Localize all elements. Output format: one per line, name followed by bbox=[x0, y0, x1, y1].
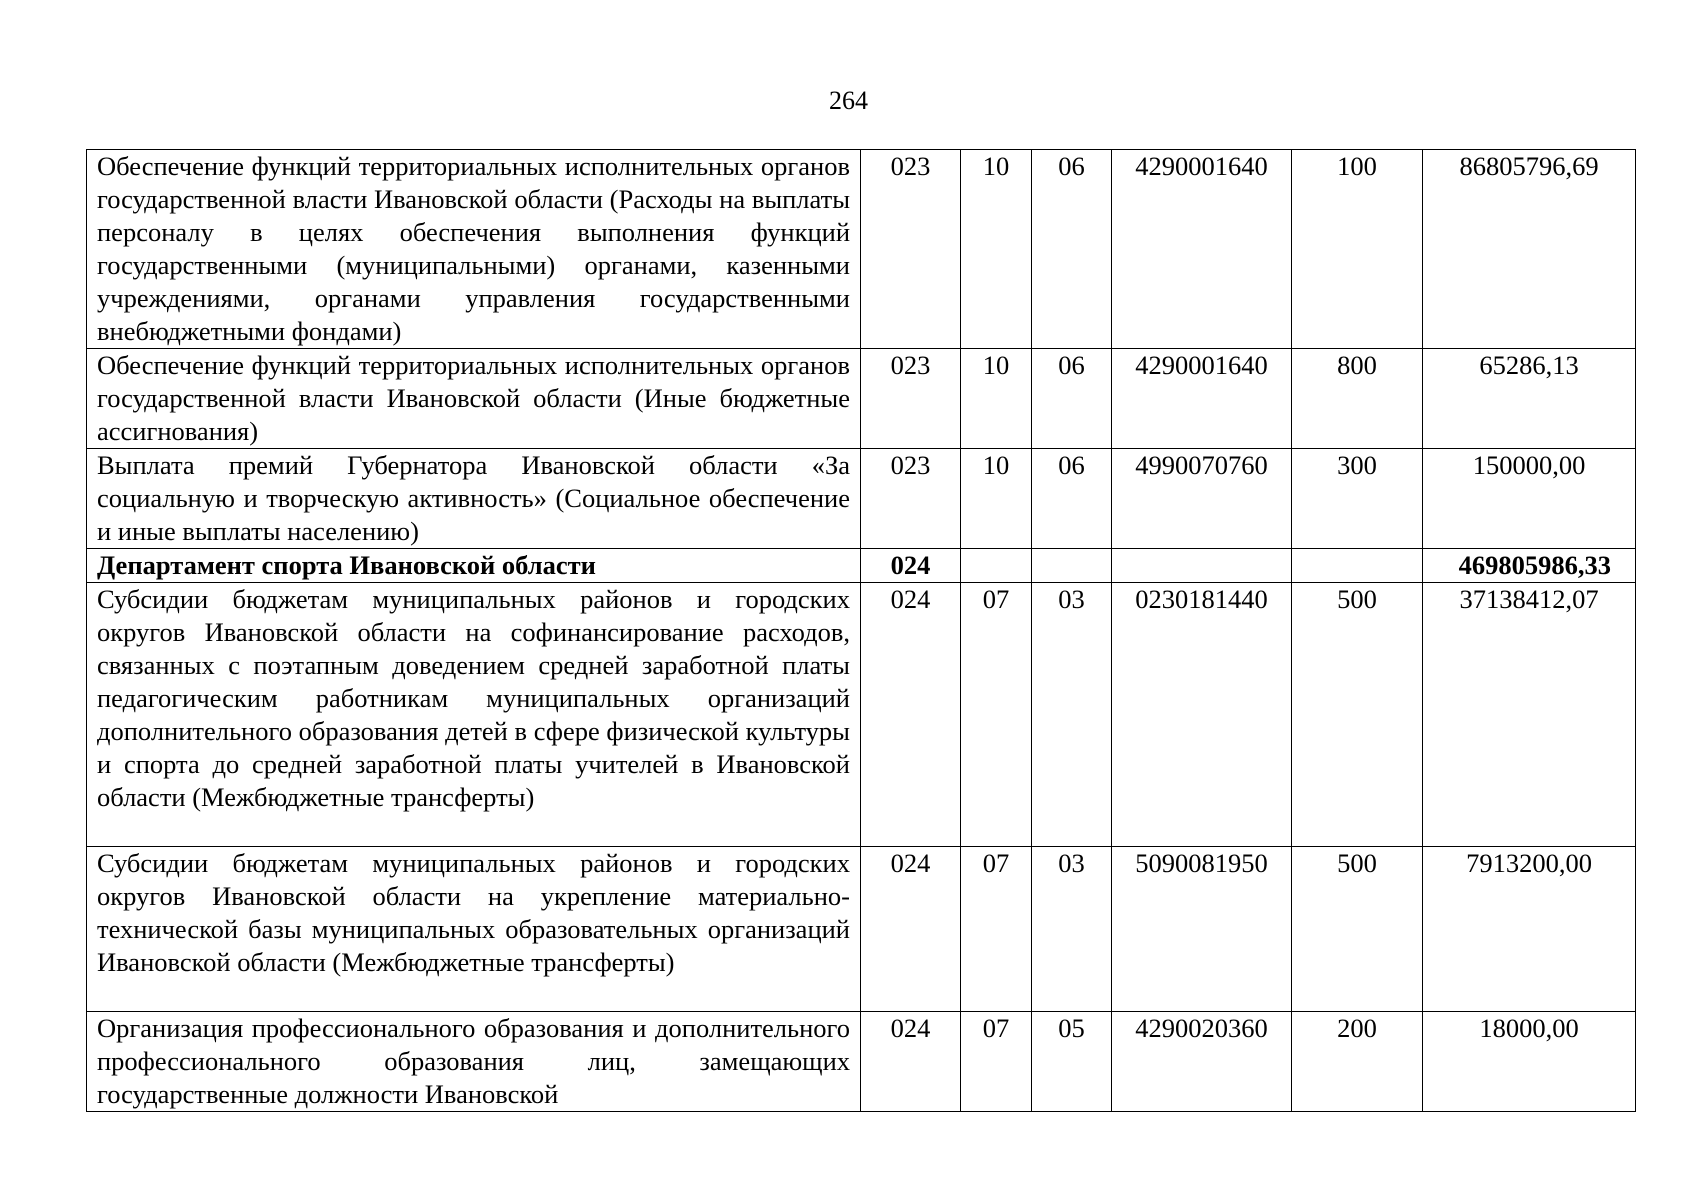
row-description: Организация профессионального образования и дополнительного профессионального образования лиц, замещающих государственные должности Ивановской bbox=[87, 1012, 861, 1112]
row-section: 10 bbox=[961, 349, 1032, 449]
row-subsection: 06 bbox=[1032, 349, 1112, 449]
budget-table bbox=[86, 149, 1636, 1112]
row-description: Субсидии бюджетам муниципальных районов и городских округов Ивановской области на софинансирование расходов, связанных с поэтапным доведением средней заработной платы педагогическим работникам муниципальных организаций дополнительного образования детей в сфере физической культуры и спорта до средней заработной платы учителей в Ивановской области (Межбюджетные трансферты) bbox=[87, 583, 861, 847]
row-description: Обеспечение функций территориальных исполнительных органов государственной власти Ивановской области (Расходы на выплаты персоналу в целях обеспечения выполнения функций государственными (муниципальными) органами, казенными учреждениями, органами управления государственными внебюджетными фондами) bbox=[87, 150, 861, 349]
row-expense-type bbox=[1292, 549, 1423, 583]
department-name: Департамент спорта Ивановской области bbox=[87, 549, 861, 583]
row-target-article: 0230181440 bbox=[1112, 583, 1292, 847]
row-amount: 86805796,69 bbox=[1423, 150, 1636, 349]
row-description: Субсидии бюджетам муниципальных районов и городских округов Ивановской области на укрепление материально-технической базы муниципальных образовательных организаций Ивановской области (Межбюджетные трансферты) bbox=[87, 847, 861, 1012]
row-target-article: 4290001640 bbox=[1112, 150, 1292, 349]
row-subsection: 06 bbox=[1032, 150, 1112, 349]
row-expense-type: 500 bbox=[1292, 847, 1423, 1012]
row-expense-type: 300 bbox=[1292, 449, 1423, 549]
row-admin-code: 023 bbox=[861, 150, 961, 349]
row-section: 10 bbox=[961, 150, 1032, 349]
row-section: 07 bbox=[961, 847, 1032, 1012]
row-admin-code: 024 bbox=[861, 1012, 961, 1112]
row-amount: 150000,00 bbox=[1423, 449, 1636, 549]
row-amount: 7913200,00 bbox=[1423, 847, 1636, 1012]
row-expense-type: 100 bbox=[1292, 150, 1423, 349]
row-admin-code: 024 bbox=[861, 847, 961, 1012]
row-amount: 18000,00 bbox=[1423, 1012, 1636, 1112]
row-subsection: 03 bbox=[1032, 847, 1112, 1012]
row-description: Выплата премий Губернатора Ивановской области «За социальную и творческую активность» (Социальное обеспечение и иные выплаты населению) bbox=[87, 449, 861, 549]
row-subsection: 03 bbox=[1032, 583, 1112, 847]
row-expense-type: 200 bbox=[1292, 1012, 1423, 1112]
row-subsection bbox=[1032, 549, 1112, 583]
table-row bbox=[87, 1012, 1636, 1112]
row-target-article: 4290020360 bbox=[1112, 1012, 1292, 1112]
row-expense-type: 500 bbox=[1292, 583, 1423, 847]
table-row bbox=[87, 349, 1636, 449]
row-amount: 37138412,07 bbox=[1423, 583, 1636, 847]
row-expense-type: 800 bbox=[1292, 349, 1423, 449]
page-number: 264 bbox=[829, 86, 868, 115]
table-row bbox=[87, 847, 1636, 1012]
row-admin-code: 023 bbox=[861, 449, 961, 549]
row-subsection: 06 bbox=[1032, 449, 1112, 549]
row-target-article: 5090081950 bbox=[1112, 847, 1292, 1012]
row-target-article: 4290001640 bbox=[1112, 349, 1292, 449]
table-row bbox=[87, 583, 1636, 847]
row-amount: 65286,13 bbox=[1423, 349, 1636, 449]
row-admin-code: 023 bbox=[861, 349, 961, 449]
department-admin-code: 024 bbox=[861, 549, 961, 583]
table-row-department-total bbox=[87, 549, 1636, 583]
table-row bbox=[87, 150, 1636, 349]
row-description: Обеспечение функций территориальных исполнительных органов государственной власти Ивановской области (Иные бюджетные ассигнования) bbox=[87, 349, 861, 449]
row-admin-code: 024 bbox=[861, 583, 961, 847]
row-section: 10 bbox=[961, 449, 1032, 549]
row-target-article bbox=[1112, 549, 1292, 583]
row-section: 07 bbox=[961, 1012, 1032, 1112]
row-section: 07 bbox=[961, 583, 1032, 847]
department-total-amount: 469805986,33 bbox=[1423, 549, 1636, 583]
table-row bbox=[87, 449, 1636, 549]
row-target-article: 4990070760 bbox=[1112, 449, 1292, 549]
row-section bbox=[961, 549, 1032, 583]
row-subsection: 05 bbox=[1032, 1012, 1112, 1112]
